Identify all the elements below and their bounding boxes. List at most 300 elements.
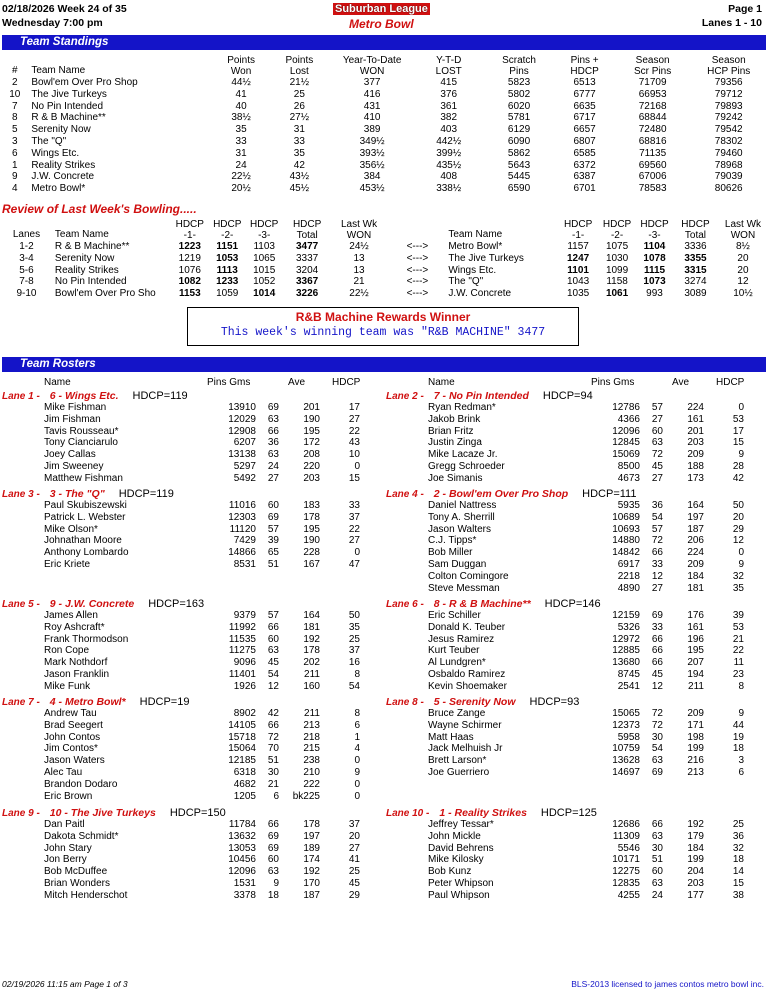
- player-pins: 15065: [612, 708, 640, 719]
- score-left: 1052: [253, 276, 276, 288]
- player-name: Joe Guerriero: [428, 766, 490, 778]
- review-col-team: Team Name: [448, 229, 503, 241]
- score-left: 1076: [178, 264, 201, 276]
- lane-label: Lane 2 -: [386, 391, 424, 402]
- player-hdcp: 3: [738, 755, 744, 767]
- lane-team: 8 - R & B Machine**: [433, 598, 531, 610]
- roster-col-name: Name: [428, 377, 455, 388]
- player-average: 187: [687, 523, 704, 535]
- player-games: 60: [651, 425, 663, 437]
- player-hdcp: 25: [732, 819, 744, 830]
- player-average: 211: [304, 708, 320, 719]
- player-name: Anthony Lombardo: [44, 547, 129, 559]
- review-row: [4, 276, 768, 288]
- standings-value: 79356: [714, 77, 743, 88]
- player-hdcp: 4: [354, 743, 360, 755]
- player-row: [386, 559, 744, 571]
- player-average: 177: [687, 889, 704, 901]
- player-pins: 12972: [612, 633, 640, 645]
- player-average: 208: [303, 449, 320, 461]
- player-games: 9: [273, 877, 279, 889]
- date-week: 02/18/2026 Week 24 of 35: [2, 3, 127, 15]
- spacer: [386, 866, 428, 878]
- player-average: 167: [303, 558, 320, 570]
- player-average: 190: [303, 535, 320, 547]
- spacer: [2, 512, 44, 524]
- player-row: [386, 657, 744, 669]
- roster-col-hdcp: HDCP: [716, 377, 745, 388]
- player-average: 181: [303, 621, 320, 633]
- player-name: Al Lundgren*: [428, 657, 486, 669]
- player-average: 187: [303, 889, 320, 901]
- spacer: [386, 708, 428, 720]
- standings-value: 44½: [231, 77, 251, 88]
- player-name: Jeffrey Tessar*: [428, 819, 494, 830]
- lane-hdcp: HDCP=94: [542, 390, 593, 402]
- vs-arrow: <--->: [406, 264, 429, 276]
- standings-value: 431: [363, 100, 381, 112]
- score-right: 1030: [605, 252, 629, 264]
- standings-value: 22½: [231, 171, 251, 183]
- vs-arrow: <--->: [406, 252, 429, 264]
- player-row: [2, 819, 360, 831]
- player-name: Jim Contos*: [44, 743, 98, 755]
- player-row: [2, 524, 360, 536]
- roster-col-pins-gms: Pins Gms: [591, 377, 635, 388]
- lanes-pair: 3-4: [19, 252, 34, 264]
- player-average: 161: [687, 621, 704, 633]
- player-name: Kevin Shoemaker: [428, 680, 507, 692]
- player-hdcp: 10: [348, 449, 360, 461]
- player-pins: 12908: [228, 425, 256, 437]
- player-games: 66: [267, 819, 279, 830]
- player-name: Mark Nothdorf: [44, 657, 108, 669]
- player-average: 184: [687, 570, 704, 582]
- team-name-left: R & B Machine**: [54, 241, 130, 252]
- team-name: No Pin Intended: [31, 100, 104, 112]
- spacer: [386, 657, 428, 669]
- player-games: 60: [267, 854, 279, 866]
- player-hdcp: 17: [732, 425, 744, 437]
- player-name: Jim Fishman: [44, 413, 101, 425]
- player-average: 161: [687, 413, 704, 425]
- player-hdcp: 50: [732, 500, 744, 511]
- lane-label: Lane 1 -: [2, 391, 40, 402]
- player-games: 12: [651, 680, 663, 692]
- player-name: Steve Messman: [428, 582, 500, 594]
- player-pins: 10693: [612, 523, 640, 535]
- standings-row: [4, 101, 768, 113]
- player-name: Tony Cianciarulo: [44, 437, 118, 449]
- player-average: 203: [687, 877, 704, 889]
- player-row: [386, 854, 744, 866]
- standings-value: 79460: [714, 147, 743, 159]
- spacer: [386, 559, 428, 571]
- lane-roster-table: [386, 819, 744, 902]
- player-row: [386, 708, 744, 720]
- player-average: 164: [303, 610, 320, 621]
- team-name-right: Metro Bowl*: [448, 241, 503, 252]
- player-name: Joe Simanis: [428, 472, 483, 484]
- team-name: Bowl'em Over Pro Shop: [31, 77, 138, 88]
- player-name: Mike Fishman: [44, 402, 107, 413]
- lanes-pair: 1-2: [19, 241, 34, 252]
- player-hdcp: 25: [348, 866, 360, 878]
- score-right: 1075: [605, 241, 629, 252]
- player-hdcp: 53: [732, 413, 744, 425]
- lane-roster-table: [2, 610, 360, 693]
- spacer: [2, 779, 44, 791]
- player-row: [2, 414, 360, 426]
- spacer: [386, 610, 428, 622]
- team-number: 1: [12, 159, 18, 171]
- player-games: 36: [651, 500, 663, 511]
- player-name: Tony A. Sherrill: [428, 511, 495, 523]
- lane-team: 3 - The "Q": [49, 488, 105, 500]
- player-name: Brian Wonders: [44, 877, 110, 889]
- player-games: 45: [651, 668, 663, 680]
- lane-hdcp: HDCP=93: [529, 696, 580, 708]
- spacer: [386, 402, 428, 414]
- player-hdcp: 39: [732, 610, 744, 621]
- player-games: 30: [651, 731, 663, 743]
- lane-team: 7 - No Pin Intended: [433, 390, 529, 402]
- standings-value: 403: [440, 124, 458, 136]
- player-average: 176: [687, 610, 704, 621]
- player-average: 199: [687, 854, 704, 866]
- spacer: [2, 708, 44, 720]
- player-hdcp: 42: [732, 472, 744, 484]
- standings-table: [4, 55, 768, 195]
- player-pins: 4366: [617, 413, 640, 425]
- player-games: 33: [651, 558, 663, 570]
- lane-hdcp: HDCP=119: [118, 488, 174, 500]
- player-row: [2, 657, 360, 669]
- player-hdcp: 37: [348, 511, 360, 523]
- spacer: [2, 843, 44, 855]
- player-games: 33: [651, 621, 663, 633]
- player-hdcp: 50: [348, 610, 360, 621]
- standings-row: [4, 148, 768, 160]
- spacer: [386, 414, 428, 426]
- player-average: 211: [304, 668, 320, 680]
- player-name: Bruce Zange: [428, 708, 486, 719]
- spacer: [2, 819, 44, 831]
- score-left: 3226: [296, 288, 319, 300]
- score-left: 1059: [216, 288, 239, 300]
- player-hdcp: 33: [348, 500, 360, 511]
- review-col-team: Team Name: [54, 229, 109, 241]
- player-name: David Behrens: [428, 842, 494, 854]
- player-row: [386, 755, 744, 767]
- player-row: [2, 854, 360, 866]
- player-pins: 10456: [228, 854, 256, 866]
- won-right: 8½: [736, 241, 750, 252]
- spacer: [386, 878, 428, 890]
- spacer: [386, 890, 428, 902]
- standings-value: 35: [293, 147, 305, 159]
- player-hdcp: 6: [738, 766, 744, 778]
- player-average: 179: [687, 830, 704, 842]
- player-hdcp: 37: [348, 645, 360, 657]
- standings-value: 6585: [573, 147, 596, 159]
- standings-value: 43½: [289, 171, 310, 183]
- player-average: 199: [687, 743, 704, 755]
- player-pins: 13910: [228, 402, 256, 413]
- score-left: 1219: [178, 252, 201, 264]
- player-row: [2, 791, 360, 803]
- standings-value: 6372: [573, 159, 596, 171]
- standings-value: 68844: [638, 112, 667, 124]
- player-average: 211: [688, 680, 704, 692]
- player-row: [386, 547, 744, 559]
- player-name: Sam Duggan: [428, 558, 487, 570]
- player-average: 178: [303, 645, 320, 657]
- player-pins: 12845: [612, 437, 640, 449]
- standings-header-row: [4, 55, 768, 77]
- player-name: Eric Brown: [44, 790, 93, 802]
- spacer: [386, 547, 428, 559]
- player-average: 197: [687, 511, 704, 523]
- player-hdcp: 27: [348, 842, 360, 854]
- player-games: 51: [267, 755, 279, 767]
- player-hdcp: 1: [354, 731, 360, 743]
- player-pins: 11784: [228, 819, 256, 830]
- standings-value: 26: [293, 100, 305, 112]
- spacer: [2, 755, 44, 767]
- player-hdcp: 35: [348, 621, 360, 633]
- standings-value: 6590: [507, 183, 531, 195]
- score-left: 1014: [253, 288, 276, 300]
- player-pins: 5546: [617, 842, 640, 854]
- player-pins: 8745: [617, 668, 640, 680]
- footer-license: BLS-2013 licensed to james contos metro bowl inc.: [571, 979, 764, 989]
- team-name: Wings Etc.: [31, 147, 80, 159]
- spacer: [386, 535, 428, 547]
- standings-row: [4, 183, 768, 195]
- review-row: [4, 265, 768, 277]
- player-pins: 12185: [228, 755, 256, 767]
- score-right: 1073: [643, 276, 666, 288]
- lane-team: 4 - Metro Bowl*: [49, 696, 126, 708]
- standings-value: 382: [440, 112, 458, 124]
- lane-label: Lane 8 -: [386, 697, 424, 708]
- won-right: 10½: [733, 288, 753, 300]
- standings-value: 33: [235, 135, 247, 147]
- rewards-box: [187, 307, 579, 346]
- player-average: 209: [687, 708, 704, 719]
- player-hdcp: 21: [732, 633, 744, 645]
- spacer: [2, 866, 44, 878]
- player-games: 66: [267, 719, 279, 731]
- lane-label: Lane 5 -: [2, 599, 40, 610]
- roster-col-ave: Ave: [288, 377, 306, 388]
- player-pins: 7429: [233, 535, 256, 547]
- standings-row: [4, 160, 768, 172]
- player-name: Daniel Nattress: [428, 500, 497, 511]
- spacer: [2, 645, 44, 657]
- score-right: 1099: [605, 264, 629, 276]
- player-name: Kurt Teuber: [428, 645, 480, 657]
- player-name: Paul Whipson: [428, 889, 490, 901]
- standings-value: 6777: [573, 88, 596, 100]
- player-average: 224: [687, 547, 704, 559]
- col-season-hcp: Season HCP Pins: [707, 55, 751, 77]
- spacer: [2, 831, 44, 843]
- player-row: [386, 449, 744, 461]
- spacer: [2, 426, 44, 438]
- spacer: [2, 732, 44, 744]
- won-right: 20: [737, 252, 749, 264]
- score-right: 3274: [684, 276, 707, 288]
- score-left: 1082: [178, 276, 201, 288]
- player-pins: 11309: [612, 830, 640, 842]
- player-name: Paul Skubiszewski: [44, 500, 127, 511]
- won-right: 20: [737, 264, 749, 276]
- player-average: 207: [687, 657, 704, 669]
- standings-value: 361: [440, 100, 458, 112]
- player-hdcp: 0: [354, 778, 360, 790]
- player-games: 27: [651, 472, 663, 484]
- lane-team: 2 - Bowl'em Over Pro Shop: [433, 488, 569, 500]
- player-pins: 15069: [612, 449, 640, 461]
- player-pins: 11016: [228, 500, 256, 511]
- player-row: [386, 535, 744, 547]
- team-name: R & B Machine**: [31, 112, 106, 124]
- player-name: Brandon Dodaro: [44, 778, 118, 790]
- player-pins: 9096: [233, 657, 256, 669]
- standings-value: 45½: [289, 183, 310, 195]
- standings-value: 79242: [714, 112, 743, 124]
- spacer: [386, 645, 428, 657]
- spacer: [2, 890, 44, 902]
- review-row: [4, 241, 768, 253]
- player-games: 30: [651, 842, 663, 854]
- player-hdcp: 17: [348, 402, 360, 413]
- player-pins: 4682: [233, 778, 256, 790]
- player-pins: 12029: [228, 413, 256, 425]
- standings-value: 80626: [714, 183, 743, 195]
- player-average: 192: [687, 819, 704, 830]
- player-pins: 12159: [612, 610, 640, 621]
- player-average: 220: [303, 460, 320, 472]
- player-average: 192: [303, 866, 320, 878]
- player-average: 172: [303, 437, 320, 449]
- player-games: 72: [651, 449, 663, 461]
- review-col-g1: HDCP -1-: [175, 219, 204, 241]
- player-name: Jack Melhuish Jr: [428, 743, 503, 755]
- lane-label: Lane 6 -: [386, 599, 424, 610]
- standings-value: 6635: [573, 100, 596, 112]
- player-games: 60: [267, 500, 279, 511]
- team-name: The "Q": [31, 135, 67, 147]
- spacer: [386, 854, 428, 866]
- player-pins: 5958: [617, 731, 640, 743]
- player-hdcp: 29: [732, 523, 744, 535]
- spacer: [2, 402, 44, 414]
- player-games: 12: [267, 680, 279, 692]
- standings-value: 24: [235, 159, 247, 171]
- player-games: 51: [651, 854, 663, 866]
- lane-team: 5 - Serenity Now: [433, 696, 516, 708]
- lane-label: Lane 7 -: [2, 697, 40, 708]
- standings-value: 72168: [638, 100, 667, 112]
- player-pins: 11120: [229, 523, 256, 535]
- team-name: Serenity Now: [31, 124, 91, 136]
- lane-label: Lane 3 -: [2, 489, 40, 500]
- player-games: 57: [651, 523, 663, 535]
- player-games: 54: [651, 743, 663, 755]
- score-left: 1233: [216, 276, 239, 288]
- col-num: #: [12, 65, 18, 77]
- player-hdcp: 32: [732, 570, 744, 582]
- spacer: [2, 791, 44, 803]
- standings-value: 79039: [714, 171, 743, 183]
- player-name: Mike Lacaze Jr.: [428, 449, 498, 461]
- score-left: 1151: [216, 241, 239, 252]
- won-left: 13: [353, 264, 365, 276]
- score-left: 1223: [178, 241, 201, 252]
- player-row: [386, 819, 744, 831]
- standings-value: 31: [293, 124, 305, 136]
- player-hdcp: 11: [733, 657, 744, 669]
- rosters-title: Team Rosters: [2, 357, 766, 372]
- lanes-range: Lanes 1 - 10: [701, 17, 762, 29]
- won-left: 24½: [349, 241, 369, 252]
- player-name: Jason Walters: [428, 523, 491, 535]
- spacer: [386, 755, 428, 767]
- player-row: [2, 426, 360, 438]
- score-left: 1015: [253, 264, 276, 276]
- score-right: 1078: [643, 252, 666, 264]
- player-pins: 12786: [612, 402, 640, 413]
- player-name: Ron Cope: [44, 645, 90, 657]
- player-name: Roy Ashcraft*: [44, 621, 105, 633]
- player-name: Joey Callas: [44, 449, 96, 461]
- won-left: 22½: [349, 288, 369, 300]
- player-games: 69: [651, 766, 663, 778]
- spacer: [386, 831, 428, 843]
- player-pins: 11535: [228, 633, 256, 645]
- player-hdcp: 16: [348, 657, 360, 669]
- team-name-right: Wings Etc.: [448, 264, 497, 276]
- player-hdcp: 25: [348, 633, 360, 645]
- player-name: Jim Sweeney: [44, 460, 104, 472]
- player-hdcp: 38: [732, 889, 744, 901]
- player-name: Brad Seegert: [44, 719, 103, 731]
- player-average: 195: [303, 425, 320, 437]
- player-hdcp: 22: [348, 425, 360, 437]
- player-games: 69: [267, 842, 279, 854]
- team-number: 8: [12, 112, 18, 124]
- player-pins: 12096: [228, 866, 256, 878]
- player-pins: 10689: [612, 511, 640, 523]
- player-hdcp: 22: [732, 645, 744, 657]
- player-hdcp: 27: [348, 535, 360, 547]
- player-pins: 10171: [612, 854, 640, 866]
- player-row: [386, 743, 744, 755]
- spacer: [386, 571, 428, 583]
- player-average: 206: [687, 535, 704, 547]
- player-row: [386, 461, 744, 473]
- player-pins: 9379: [233, 610, 256, 621]
- review-header-row: [4, 217, 768, 241]
- player-average: 189: [303, 842, 320, 854]
- spacer: [386, 524, 428, 536]
- standings-value: 71709: [638, 77, 667, 88]
- player-hdcp: 8: [738, 680, 744, 692]
- player-name: James Allen: [44, 610, 98, 621]
